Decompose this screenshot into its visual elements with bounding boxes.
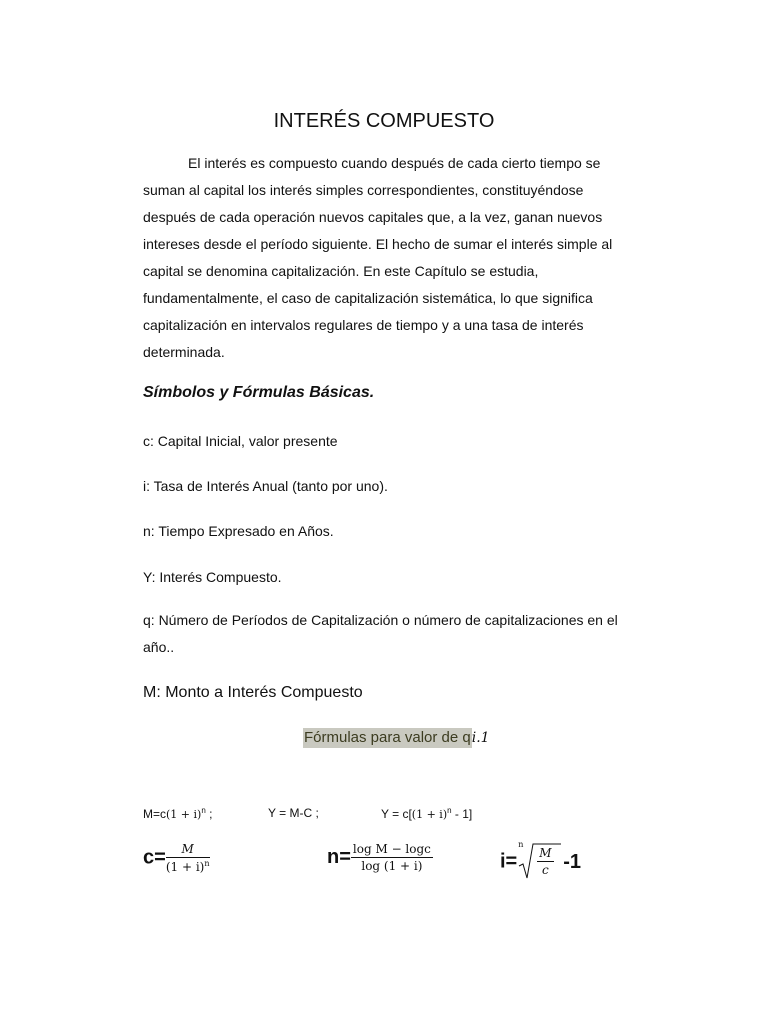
symbol-c-definition: c: Capital Inicial, valor presente [143,433,338,449]
formula-exponent: n [201,806,206,815]
formula-tasa [500,842,581,882]
fraction-denominator: c [542,863,549,877]
symbol-n-definition: n: Tiempo Expresado en Años. [143,523,334,539]
fraction-numerator: M [181,842,194,856]
formula-paren: (1 + i) [166,808,202,821]
formula-fraction [351,842,433,873]
fraction-denominator: (1 + i) [165,860,205,874]
formula-text: M=c [143,807,167,821]
formula-text: - 1] [451,807,473,821]
symbol-q-line: año.. [143,639,175,655]
formulas-heading [303,729,490,746]
fraction-numerator: M [539,846,552,860]
formula-label: c= [143,846,166,869]
formula-text: -1 [563,850,582,873]
paragraph-line: fundamentalmente, el caso de capitalización sistemática, lo que significa [143,290,593,306]
section-heading: Símbolos y Fórmulas Básicas. [143,384,375,401]
formula-fraction [166,842,210,874]
paragraph-line: después de cada operación nuevos capitales que, a la vez, ganan nuevos [143,209,603,225]
symbol-y-definition: Y: Interés Compuesto. [143,569,282,585]
formula-monto [143,806,212,821]
radical-symbol [517,842,561,882]
paragraph-line: capitalización en intervalos regulares de tiempo y a una tasa de interés [143,317,584,333]
paragraph-line: determinada. [143,344,225,360]
formula-label: n= [327,845,351,868]
formula-interes-alt [381,806,472,821]
fraction-numerator: log M − logc [352,842,431,856]
paragraph-line: capital se denomina capitalización. En este Capítulo se estudia, [143,263,539,279]
formula-exponent: n [204,859,210,868]
paragraph-line: El interés es compuesto cuando después de cada cierto tiempo se [188,155,601,171]
formula-paren: (1 + i) [411,808,448,821]
symbol-q-definition [143,607,618,661]
formula-exponent: n [447,806,452,815]
symbol-i-definition: i: Tasa de Interés Anual (tanto por uno). [143,478,388,494]
formula-periodos [327,842,433,873]
intro-paragraph [143,150,643,366]
symbol-m-definition: M: Monto a Interés Compuesto [143,684,363,701]
symbol-q-line: q: Número de Períodos de Capitalización o número de capitalizaciones en el [143,612,618,628]
root-index: n [518,840,524,849]
formula-fraction [537,846,553,877]
formula-label: i= [500,850,518,873]
formula-text: ; [205,807,213,821]
fraction-denominator: log (1 + i) [361,859,423,873]
paragraph-line: intereses desde el período siguiente. El hecho de sumar el interés simple al [143,236,613,252]
paragraph-line: suman al capital los interés simples correspondientes, constituyéndose [143,182,584,198]
page-title: INTERÉS COMPUESTO [273,110,495,132]
highlighted-text: Fórmulas para valor de q [304,729,471,746]
formula-capital [143,842,210,874]
formula-fragment: i.1 [471,730,490,746]
formula-text: Y = c[ [381,807,412,821]
formula-interes: Y = M-C ; [268,806,319,820]
